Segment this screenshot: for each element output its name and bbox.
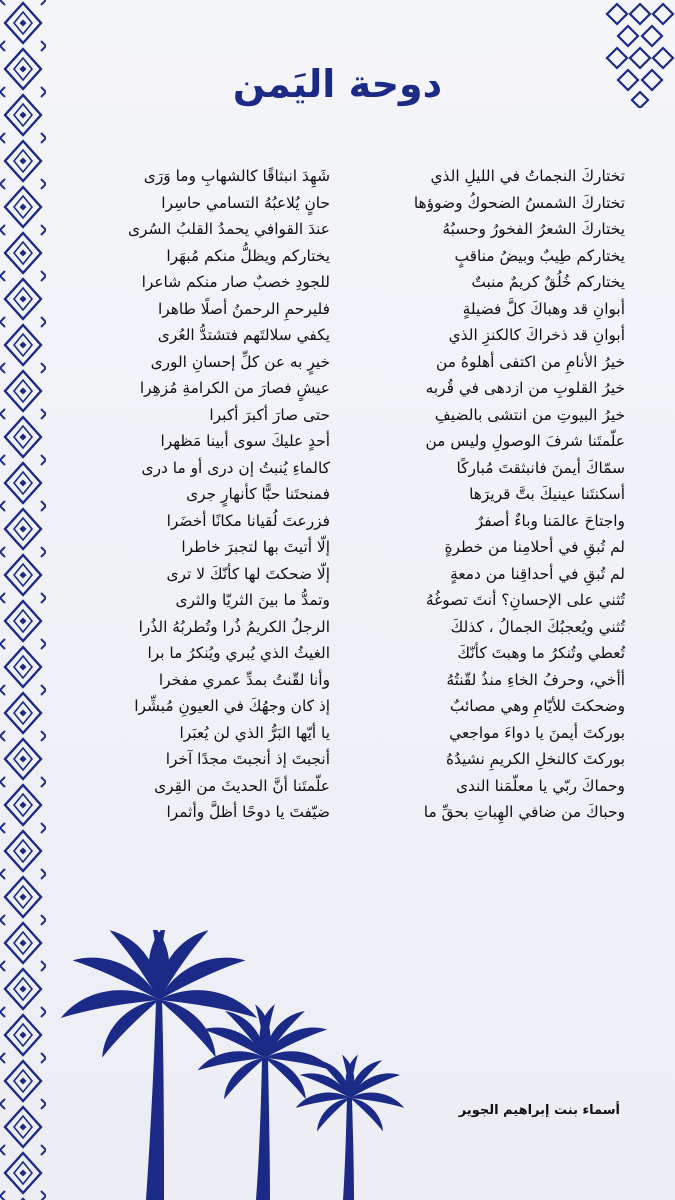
author-name: أسماء بنت إبراهيم الجوير bbox=[458, 1103, 620, 1118]
page-title: دوحة اليَمن bbox=[232, 62, 443, 106]
verse-line: تُثني على الإحسانِ؟ أنتَ تصوغُهُ bbox=[425, 591, 625, 609]
verse-line: بوركتَ كالنخلِ الكريمِ نشيدُهُ bbox=[445, 750, 625, 768]
verse-line: يختاركم طِيبٌ وبيضُ مناقبٍ bbox=[454, 246, 625, 265]
verse-line: وأنا لقّنتُ بمدِّ عمري مفخرا bbox=[158, 670, 330, 689]
verse-line: ضيّفتَ يا دوحًا أظلَّ وأثمرا bbox=[166, 803, 330, 821]
verse-line: تُثني ويُعجبُكَ الجمالُ ، كذلكَ bbox=[450, 617, 625, 636]
verse-line: إذ كان وجهُكَ في العيونِ مُبشِّرا bbox=[134, 697, 330, 715]
verse-line: وحماكَ ربّي يا معلّمَنا الندى bbox=[455, 776, 625, 795]
verse-line: فليرحمِ الرحمنُ أصلًا طاهرا bbox=[158, 299, 330, 318]
verse-line: الرجلُ الكريمُ ذُرا وتُطربُهُ الذُرا bbox=[138, 617, 330, 636]
verse-line: خيرُ القلوبِ من ازدهى في قُربه bbox=[425, 379, 625, 397]
verse-line: حانٍ يُلاعبُهُ التسامي حاسِرا bbox=[161, 193, 330, 212]
verse-line: يختاركم ويظلُّ منكم مُبهَرا bbox=[166, 246, 330, 265]
verse-line: إلّا ضحكتَ لها كأنّكَ لا ترى bbox=[166, 564, 330, 583]
verse-line: تُعطي وتُنكرُ ما وهبتَ كأنّكَ bbox=[457, 644, 625, 662]
verse-line: وتمدُّ ما بينَ الثريّا والثرى bbox=[175, 591, 330, 609]
verse-line: للجودِ خصبٌ صار منكم شاعرا bbox=[141, 273, 330, 291]
verse-line: أسكنتَنا عينيكَ بتَّ قريرَها bbox=[469, 485, 625, 503]
verse-line: أبوانِ قد وهباكَ كلَّ فضيلةٍ bbox=[462, 299, 625, 318]
poem-right-column bbox=[355, 163, 625, 826]
verse-line: إلّا أتيتَ بها لتجبرَ خاطرا bbox=[181, 538, 330, 556]
poem-left-column bbox=[100, 163, 330, 826]
verse-line: تختاركَ الشمسُ الضحوكُ وضوؤها bbox=[413, 193, 625, 212]
palm-trees-icon bbox=[40, 930, 410, 1200]
verse-line: علّمتَنا شرفَ الوصولِ وليس من bbox=[425, 432, 625, 450]
verse-line: علّمتَنا أنَّ الحديثَ من القِرى bbox=[154, 776, 330, 795]
verse-line: أحدٍ عليكَ سوى أبينا مَظهرا bbox=[160, 432, 330, 450]
verse-line: فمنحتَنا حبًّا كأنهارٍ جرى bbox=[186, 485, 330, 503]
verse-line: بوركتَ أيمنَ يا دواءَ مواجعي bbox=[449, 723, 625, 742]
verse-line: وحباكَ من ضافي الهِباتِ بحقِّ ما bbox=[423, 803, 625, 821]
verse-line: الغيثُ الذي يُبري ويُنكرُ ما برا bbox=[147, 644, 330, 662]
verse-line: يكفي سلالتَهم فتشتدُّ العُرى bbox=[157, 326, 330, 344]
verse-line: يختاركم خُلُقٌ كريمٌ منبتٌ bbox=[471, 273, 625, 291]
verse-line: سمّاكَ أيمنَ فانبثقتَ مُباركًا bbox=[456, 458, 625, 477]
verse-line: أأخي، وحرفُ الخاءِ منذُ لقّنتُهُ bbox=[446, 670, 625, 689]
verse-line: يا أيّها البَرُّ الذي لن يُعبَرا bbox=[179, 723, 330, 742]
verse-line: لم تُبقِ في أحداقِنا من دمعةٍ bbox=[450, 564, 625, 583]
verse-line: حتى صارَ أكبرَ أكبرا bbox=[209, 405, 330, 424]
verse-line: خيرٍ به عن كلِّ إحسانِ الورى bbox=[150, 352, 330, 371]
verse-line: كالماءِ يُنبتُ إن درى أو ما درى bbox=[141, 458, 330, 477]
verse-line: عندَ القوافي يحمدُ القلبُ السُرى bbox=[127, 220, 330, 238]
verse-line: فزرعتَ لُقيانا مكانًا أخضَرا bbox=[166, 511, 330, 530]
verse-line: خيرُ البيوتِ من انتشى بالضيفِ bbox=[434, 405, 625, 424]
verse-line: واجتاحَ عالمَنا وباءٌ أصفرٌ bbox=[475, 511, 625, 530]
verse-line: لم تُبقِ في أحلامِنا من خطرةٍ bbox=[444, 538, 625, 556]
verse-line: شَهِدَ انبثاقًا كالشهابِ وما وَرَى bbox=[143, 167, 330, 185]
verse-line: عيشٍ فصارَ من الكرامةِ مُزهِرا bbox=[139, 379, 330, 397]
verse-line: يختاركَ الشعرُ الفخورُ وحسبُهُ bbox=[442, 220, 625, 238]
verse-line: وضحكتَ للأيّامِ وهي مصائبٌ bbox=[449, 697, 625, 715]
verse-line: خيرُ الأنامِ من اكتفى أهلوهُ من bbox=[436, 352, 625, 371]
verse-line: أنجبتَ إذ أنجبتَ مجدًا آخرا bbox=[165, 750, 330, 768]
verse-line: تختاركَ النجماتُ في الليلِ الذي bbox=[430, 167, 625, 185]
verse-line: أبوانِ قد ذخراكَ كالكنزِ الذي bbox=[448, 326, 625, 344]
